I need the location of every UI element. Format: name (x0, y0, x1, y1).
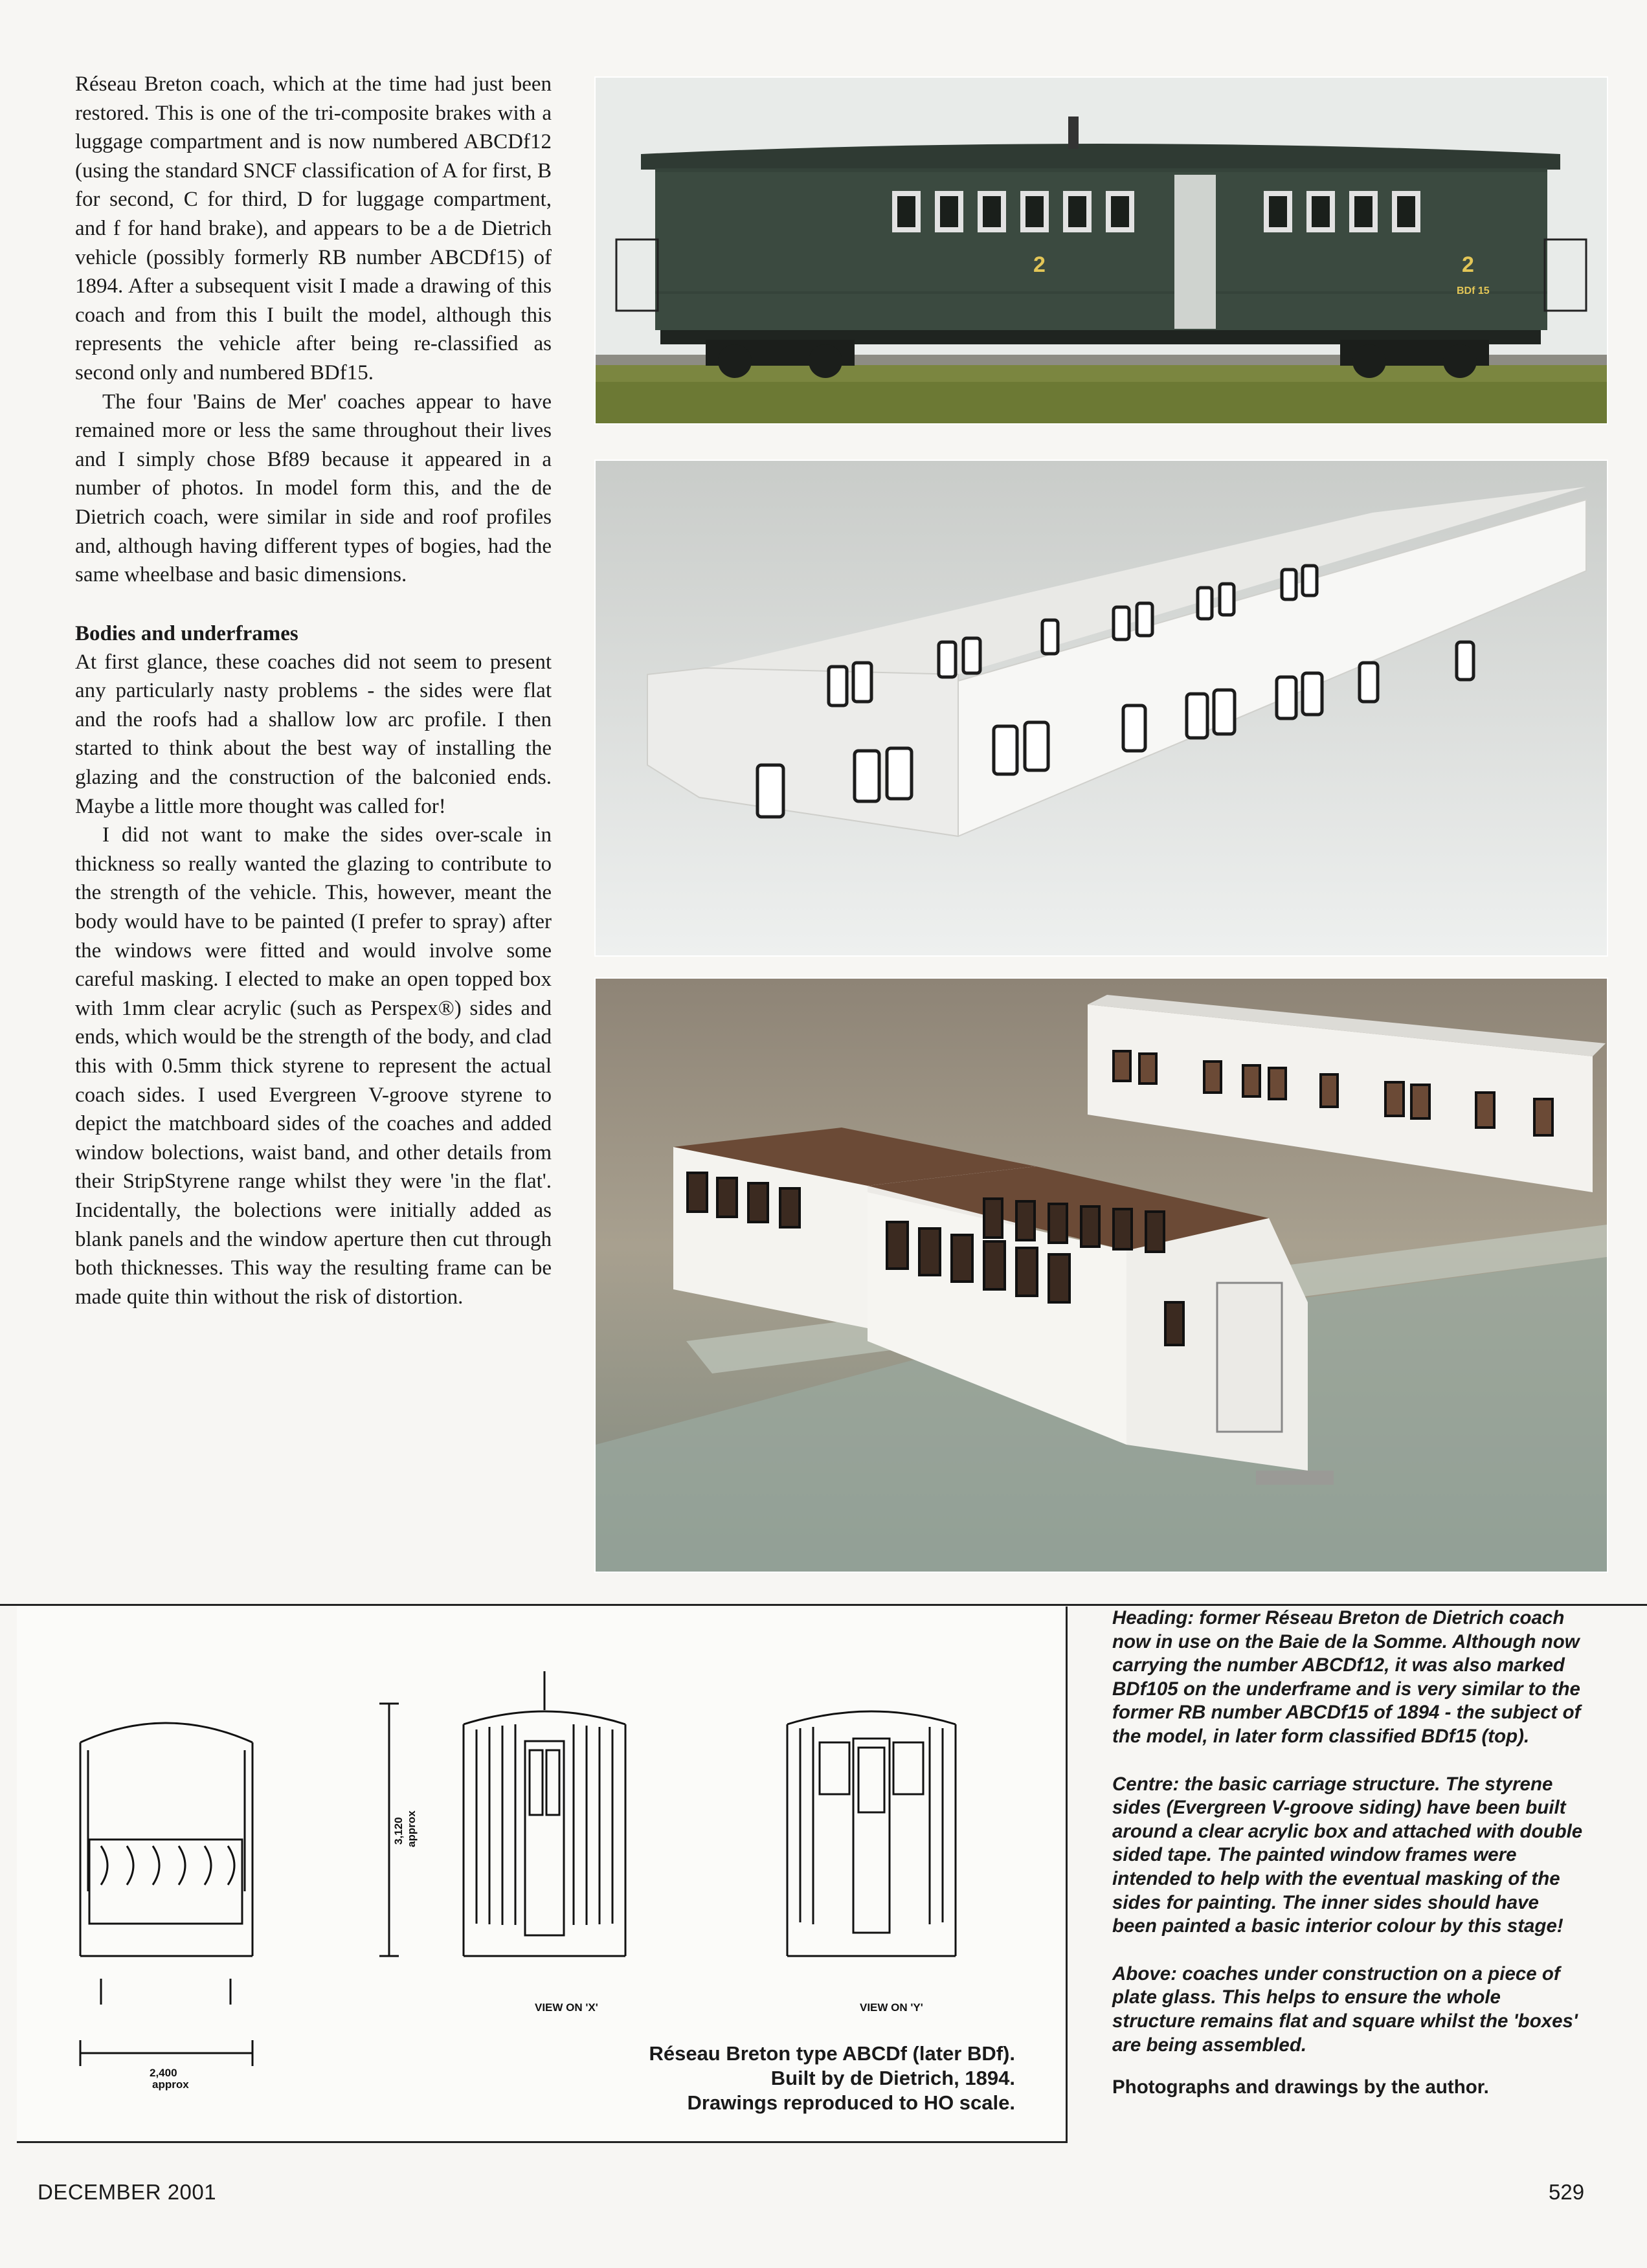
view-y-label: VIEW ON 'Y' (860, 2001, 923, 2014)
structure-photo-graphic (596, 461, 1607, 955)
drawing-caption-line: Réseau Breton type ABCDf (later BDf). (649, 2042, 1015, 2065)
height-dimension-note: approx (405, 1810, 418, 1847)
coach-number: 2 (1462, 252, 1474, 277)
paragraph: I did not want to make the sides over-scale in thickness so really wanted the glazing to contribute to the strength of the vehicle. This, however, meant the body would have to be painted (I prefer to spray) after the windows were fitted and would involve some careful masking. I elected to make an open topped box with 1mm clear acrylic (such as Perspex®) sides and ends, which would be the strength of the body, and clad this with 0.5mm thick styrene to represent the actual coach sides. I used Evergreen V-groove styrene to depict the matchboard sides of the coaches and added window bolections, waist band, and other details from their StripStyrene range whilst they were 'in the flat'. Incidentally, the bolections were initially added as blank panels and the window aperture then cut through both thicknesses. This way the resulting frame can be made quite thin without the risk of distortion. (75, 823, 552, 1309)
paragraph: The four 'Bains de Mer' coaches appear to have remained more or less the same throughout their lives and I simply chose Bf89 because it appeared in a number of photos. In model form this, and the de Dietrich coach, were similar in side and roof profiles and, although having different types of bogies, had the same wheelbase and basic dimensions. (75, 390, 552, 587)
caption-above: Above: coaches under construction on a piece of plate glass. This helps to ensure the whole structure remains flat and square whilst the 'boxes' are being assembled. (1112, 1962, 1578, 2056)
view-x-label: VIEW ON 'X' (535, 2001, 598, 2014)
page-number: 529 (1549, 2180, 1585, 2204)
drawing-caption-line: Drawings reproduced to HO scale. (687, 2091, 1015, 2114)
coach-marking: BDf 15 (1457, 285, 1490, 296)
photo-coaches-on-glass (594, 977, 1608, 1573)
paragraph: At first glance, these coaches did not seem to present any particularly nasty problems - the sides were flat and the roofs had a shallow low arc profile. I then started to think about the best way of installing the glazing and the construction of the balconied ends. Maybe a little more thought was called for! (75, 650, 552, 818)
caption-centre: Centre: the basic carriage structure. The styrene sides (Evergreen V-groove siding) have been built around a clear acrylic box and attached with double sided tape. The painted window frames were intended to help with the eventual masking of the sides for painting. The inner sides should have been painted a basic interior colour by this stage! (1112, 1773, 1583, 1937)
photo-credit: Photographs and drawings by the author. (1112, 2076, 1489, 2098)
drawing-caption-line: Built by de Dietrich, 1894. (770, 2067, 1015, 2089)
construction-photo-graphic (596, 979, 1607, 1572)
section-divider (0, 1604, 1647, 1606)
coach-number: 2 (1033, 252, 1046, 277)
photo-captions (1112, 1606, 1585, 2124)
paragraph: Réseau Breton coach, which at the time had just been restored. This is one of the tri-composite brakes with a luggage compartment and is now numbered ABCDf12 (using the standard SNCF classification of A for first, B for second, C for third, D for luggage compartment, and f for hand brake), and appears to be a de Dietrich vehicle (possibly formerly RB number ABCDf15) of 1894. After a subsequent visit I made a drawing of this coach and from this I built the model, although this represents the vehicle after being re-classified as second only and numbered BDf15. (75, 72, 552, 384)
photo-restored-coach (594, 76, 1608, 425)
width-dimension: 2,400 (150, 2067, 177, 2079)
issue-date: DECEMBER 2001 (38, 2180, 217, 2204)
caption-heading: Heading: former Réseau Breton de Dietrich coach now in use on the Baie de la Somme. Although now carrying the number ABCDf12, it was also marked BDf105 on the underframe and is very similar to the former RB number ABCDf15 of 1894 - the subject of the model, in later form classified BDf15 (top). (1112, 1607, 1581, 1747)
section-heading: Bodies and underframes (75, 621, 298, 645)
height-dimension: 3,120 (392, 1817, 405, 1845)
drawing-caption (575, 2041, 1015, 2115)
photo-carriage-structure (594, 460, 1608, 957)
width-dimension-note: approx (152, 2078, 189, 2091)
coach-photo-graphic (596, 78, 1607, 423)
article-column (75, 70, 552, 1311)
